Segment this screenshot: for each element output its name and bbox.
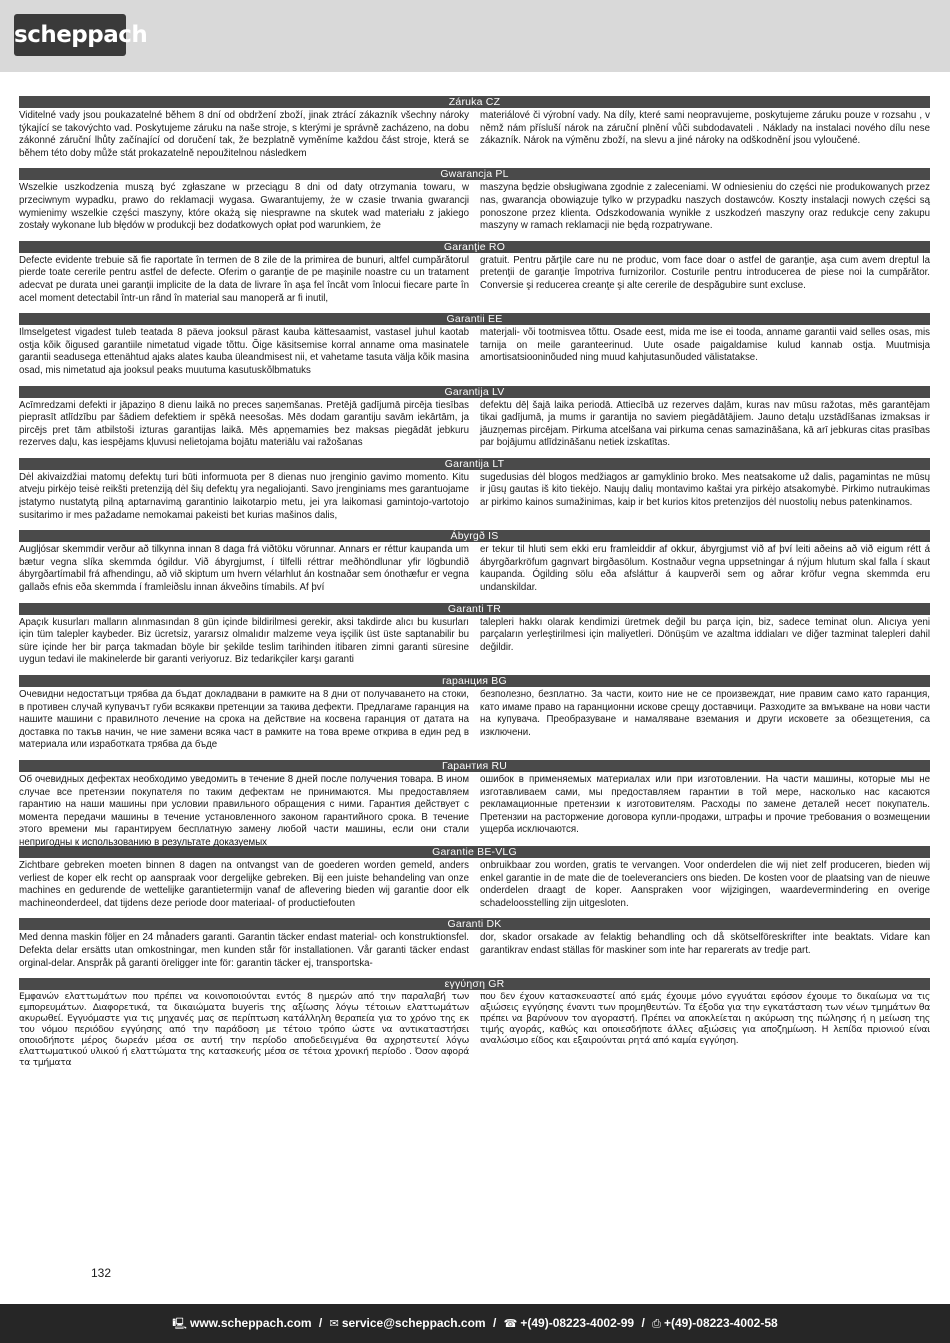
section-text-right: er tekur til hluti sem ekki eru framleiddir af okkur, ábyrgjumst við af því leiti aðeins að við eigum rétt á ábyrgðarkröfum gagnvart birgðasölum. Kostnaður vegna uppsetningar á nýjum hlutum skal falla í skaut kaupanda. Ógilding sölu eða afsláttur á kaupverði sem og aðrar kröfur vegna skemmda eru undanskildar. [480,544,930,594]
warranty-section-is [19,530,930,594]
section-text-left: Ilmselgetest vigadest tuleb teatada 8 päeva jooksul pärast kauba kättesaamist, vastasel juhul kaotab ostja kõik õigused garantiile nimetatud vigade tõttu. Õige käsitsemise korral anname oma masinatele garantii seadusega ettenähtud ajaks alates kauba üleandmisest nii, et vahetame tasuta välja kõik masina osad, mis nimetatud aja jooksul peaks muutuma kasutuskõlbmatuks [19,327,469,376]
separator: / [318,1316,323,1330]
warranty-section-lt [19,458,930,522]
section-text-right: talepleri hakkı olarak kendimizi üretmek değil bu parça için, biz, sadece teminat olun. Alıcıya yeni parçaların yerleştirilmesi için maliyetleri. Dönüşüm ve azaltma iddiaları ve diğer tazminat talepleri dahil değildir. [480,616,930,653]
section-text-right: onbruikbaar zou worden, gratis te vervangen. Voor onderdelen die wij niet zelf produceren, bieden wij enkel garantie in de mate die de toeleveranciers ons bieden. De kosten voor de plaatsing van de nieuwe onderdelen draagt de koper. Aanspraken voor wijzigingen, waardevermindering en overige schadeloosstelling zijn uitgesloten. [480,859,930,909]
section-text-right: που δεν έχουν κατασκευαστεί από εμάς έχουμε μόνο εγγυάται εφόσον έχουμε το δικαίωμα να τις αξιώσεις εγγύησης έναντι των προμηθευτών. Τα έξοδα για την εγκατάσταση των νέων τμημάτων θα πρέπει να βαρύνουν τον αγοραστή. Πρέπει να αποκλείεται η ακύρωση της πώλησης ή η μείωση της τιμής αγοράς, καθώς και οποιεσδήποτε άλλες αξιώσεις για αποζημίωση. Η λεπίδα πριονιού είναι αναλώσιμο είδος και εξαιρούνται ρητά από καμία εγγύηση. [480,991,930,1046]
separator: / [492,1316,497,1330]
section-heading: гаранция BG [19,675,930,687]
section-text-left: Zichtbare gebreken moeten binnen 8 dagen na ontvangst van de goederen worden gemeld, anders verliest de koper elk recht op aanspraak voor dergelijke gebreken. Bij een juiste behandeling van onze machines en gedurende de wettelijke garantietermijn vanaf de aflevering bieden wij garantie door elk machineonderdeel, dat tijdens deze periode door materiaal- of productiefouten [19,859,469,909]
section-text-left: Acīmredzami defekti ir jāpaziņo 8 dienu laikā no preces saņemšanas. Pretējā gadījumā pircēja tiesības pieprasīt atlīdzību par šādiem defektiem ir spēkā neesošas. Mēs dodam garantiju savām iekārtām, ja pircējs pret tām atbilstoši izturas garantijas laikā. Mēs apņemamies bez maksas piegādāt jebkuru rezerves daļu, kas iespējams kļuvusi nelietojama bojātu materiālu vai ražošanas [19,399,469,449]
phone-number[interactable]: +(49)-08223-4002-99 [520,1316,635,1330]
computer-icon: 🖳 [172,1317,187,1330]
warranty-section-dk [19,918,930,970]
warranty-section-ru [19,759,930,848]
page-number: 132 [91,1266,112,1280]
header-bar [0,0,950,72]
email-link[interactable]: service@scheppach.com [341,1316,486,1330]
phone-icon: ☎ [503,1317,518,1330]
section-text-left: Wszelkie uszkodzenia muszą być zgłaszane w przeciągu 8 dni od daty otrzymania towaru, w przeciwnym wypadku, prawo do reklamacji wygasa. Gwarantujemy, że w czasie trwania gwarancji wymienimy wszelkie części maszyny, które okażą się niesprawne na skutek wad materiału z jakiego zostały wykonane lub błędów w produkcji bez dodatkowych opłat pod warunkiem, że [19,182,469,232]
section-heading: Garantija LT [19,458,930,470]
section-heading: εγγύηση GR [19,978,930,990]
section-heading: Gwarancja PL [19,168,930,180]
separator: / [641,1316,645,1330]
mail-icon: ✉ [329,1317,339,1330]
section-text-left: Viditelné vady jsou poukazatelné během 8 dní od obdržení zboží, jinak ztrácí zákazník všechny nároky týkající se takovýchto vad. Poskytujeme záruku na naše stroje, s kterými je správně zacházeno, na dobu zákonné záruční lhůty začínající od doručení tak, že bezplatně vyměníme každou část stroje, která se během této doby může stát prokazatelně nepoužitelnou následkem [19,110,469,159]
section-text-right: defektu dēļ šajā laika periodā. Attiecībā uz rezerves daļām, kuras nav mūsu ražotas, mēs garantējam tikai gadījumā, ja mums ir garantija no saviem piegādātājiem. Jauno detaļu uzstādīšanas izmaksas ir jāuzņemas pircējam. Pirkuma atcelšana vai pirkuma cenas samazināšana, kā arī jebkuras citas prasības par bojājumu atlīdzināšanu netiek izskatītas. [480,399,930,449]
section-text-left: Augljósar skemmdir verður að tilkynna innan 8 daga frá viðtöku vörunnar. Annars er réttur kaupanda um bætur vegna slíka skemmda ógildur. Við ábyrgjumst, í tilfelli réttrar meðhöndlunar yfir lögbundið ábyrgðartímabil frá afhendingu, að við skiptum um hvern vélarhlut án kostnaðar sem ónothæfur er vegna gallaðs efnis eða skemmda í framleiðslu innan ákveðins tímabils. Af því [19,544,469,594]
section-text-right: dor, skador orsakade av felaktig behandling och då skötselföreskrifter inte beaktats. Vidare kan garantikrav endast ställas för maskiner som inte har reparerats av tredje part. [480,932,930,956]
section-text-left: Εμφανών ελαττωμάτων που πρέπει να κοινοποιούνται εντός 8 ημερών από την παραλαβή των εμπορευμάτων. Διαφορετικά, τα δικαιώματα buyeris της αξίωσης λόγω τέτοιων ελαττωμάτων ακυρωθεί. Εγγυόμαστε για τις μηχανές μας σε περίπτωση κατάλληλη θεραπεία για το χρόνο της εκ του νόμου περιόδου εγγύησης από την παράδοση με τέτοιο τρόπο ώστε να αντικαταστήσει οποιοδήποτε μέρος δωρεάν μέσα σε αυτή την περίοδο αποδεδειγμένα θα αχρηστευτεί λόγω ελαττωματικού υλικού ή ελαττώματα της κατασκευής μέσα σε τέτοια χρονική περίοδο . Όσον αφορά τα τμήματα [19,991,469,1068]
section-heading: Ábyrgð IS [19,530,930,542]
scheppach-logo: scheppach [14,14,126,56]
section-text-left: Apaçık kusurları malların alınmasından 8 gün içinde bildirilmesi gerekir, aksi takdirde alıcı bu kusurları için tüm talepler kaybeder. Biz ücretsiz, yararsız olmalıdır malzeme veya işçilik üst üste saptanabilir bu süre içinde her bir parça takmadan böyle bir şekilde teslim tarihinden itibaren zimni garanti süresine uygun tedavi ile makinelerde bir garanti veriyoruz. Biz tedarikçiler karşı garanti [19,616,469,666]
section-text-left: Med denna maskin följer en 24 månaders garanti. Garantin täcker endast material- och konstruktionsfel. Defekta delar ersätts utan omkostningar, men kunden står för installationen. Vår garanti täcker endast orginal-delar. Anspråk på garanti öreligger inte för: garantin täcker ej, transportska- [19,932,469,969]
section-text-left: Defecte evidente trebuie să fie raportate în termen de 8 zile de la primirea de bunuri, altfel cumpărătorul pierde toate cererile pentru astfel de defecte. Oferim o garanţie de pe maşinile noastre cu un tratament adecvat pe durata unei garanţii implicite de la data de livrare în aşa fel încât vom înlocui fiecare parte în acel moment detectabil într-un rând în material sau manoperă ar fi inutil, [19,254,469,304]
section-text-left: Очевидни недостатъци трябва да бъдат докладвани в рамките на 8 дни от получаването на стоки, в противен случай купувачът губи всякакви претенции за такива дефекти. Предлагаме гаранция на нашите машини с правилното лечение на срока на действие на косвена гаранция от датата на доставка по такъв начин, че ние замени всяка част в рамките на това време открива в един ред в материала или изработката трябва да бъде [19,689,469,751]
section-text-right: ошибок в применяемых материалах или при изготовлении. На части машины, которые мы не изготавливаем сами, мы предоставляем гарантии в той мере, насколько нас касаются рекламационные претензии к изготовителям. Расходы по замене деталей несет покупатель. Претензии на расторжение договора купли-продажи, штрафы и прочие требования о возмещении ущерба исключаются. [480,773,930,836]
section-heading: Garantie BE-VLG [19,846,930,858]
section-text-right: materiálové či výrobní vady. Na díly, které sami neopravujeme, poskytujeme záruku pouze v rozsahu , v němž nám přísluší nárok na záruční plnění vůči subdodavateli . Náklady na instalaci nového dílu nese zákazník. Nárok na výměnu zboží, na slevu a jiné nároky na odškodnění jsou vyloučené. [480,110,930,147]
warranty-section-tr [19,603,930,667]
warranty-section-lv [19,386,930,450]
section-heading: Záruka CZ [19,96,930,108]
section-text-right: maszyna będzie obsługiwana zgodnie z zaleceniami. W odniesieniu do części nie produkowanych przez nas, gwarancja obowiązuje tylko w przypadku naszych dostawców. Koszty instalacji nowych części są ponoszone przez klienta. Odszkodowania wynikłe z uszkodzeń maszyny oraz redukcje ceny zakupu maszyny w ramach reklamacji nie będą rozpatrywane. [480,182,930,232]
warranty-section-cz [19,96,930,160]
fax-number: +(49)-08223-4002-58 [663,1316,778,1330]
section-text-right: безполезно, безплатно. За части, които ние не се произвеждат, ние правим само като гаранция, като имаме право на гаранционни искове срещу доставчици. Разходите за вмъкване на нови части на купувача. Преобразуване и намаляване вземания и други исковете за обезщетения, са изключени. [480,689,930,738]
section-heading: Garanţie RO [19,241,930,253]
section-heading: Гарантия RU [19,760,930,772]
warranty-section-bg [19,675,930,752]
section-text-right: gratuit. Pentru părţile care nu ne produc, vom face doar o astfel de garanţie, aşa cum avem dreptul la pretenţii de garanţie împotriva furnizorilor. Costurile pentru introducerea de piese noi la cumpărător. Conversie şi reducerea creanţe şi alte cererile de despăgubire sunt excluse. [480,254,930,291]
section-heading: Garantii EE [19,313,930,325]
section-text-right: materjali- või tootmisvea tõttu. Osade eest, mida me ise ei tooda, anname garantii vaid selles osas, mis tarnija on meile garanteerinud. Uute osade paigaldamise kulud kannab ostja. Muutmisja amortisatsiooninõuded ning muud kahjutasunõuded välistatakse. [480,327,930,364]
section-heading: Garanti TR [19,603,930,615]
section-text-left: Об очевидных дефектах необходимо уведомить в течение 8 дней после получения товара. В ином случае все претензии покупателя по таким дефектам не принимаются. Мы предоставляем гарантию на наши машины при условии правильного обращения с ними. Гарантия действует с момента передачи машины в течение установленного законом гарантийного срока. В течение этого времени мы гарантируем бесплатную замену любой части машины, если они стали непригодны к использованию в результате доказуемых [19,773,469,848]
warranty-section-pl [19,168,930,232]
warranty-section-ee [19,313,930,377]
warranty-section-ro [19,241,930,305]
section-text-left: Dėl akivaizdžiai matomų defektų turi būti informuota per 8 dienas nuo įrenginio gavimo momento. Kitu atveju pirkėjo teisė reikšti pretenziją dėl šių defektų yra negaliojanti. Savo įrenginiams mes garantuojame įstatymo nustatytą pilną aptarnavimą garantinio laikotarpio metu, jei yra laikomasi gamintojo-vartotojo susitarimo ir mes pažadame nemokamai pakeisti bet kurias mašinos dalis, [19,471,469,521]
section-heading: Garanti DK [19,918,930,930]
fax-icon: ⎙ [652,1317,661,1330]
warranty-section-gr [19,978,930,1068]
section-heading: Garantija LV [19,386,930,398]
section-text-right: sugedusias dėl blogos medžiagos ar gamyklinio broko. Mes neatsakome už dalis, pagamintas ne mūsų ir jūsų gautas iš kito tiekėjo. Naujų dalių montavimo kaštai yra pirkėjo atsakomybė. Pirkimo nutraukimas ar pirkimo kainos sumažinimas, kaip ir bet kurios kitos pretenzijos dėl nuostolių nebus patenkinamos. [480,471,930,509]
warranty-section-be-vlg [19,846,930,910]
warranty-sections [19,96,930,1068]
contact-footer [0,1304,950,1343]
website-link[interactable]: www.scheppach.com [189,1316,312,1330]
